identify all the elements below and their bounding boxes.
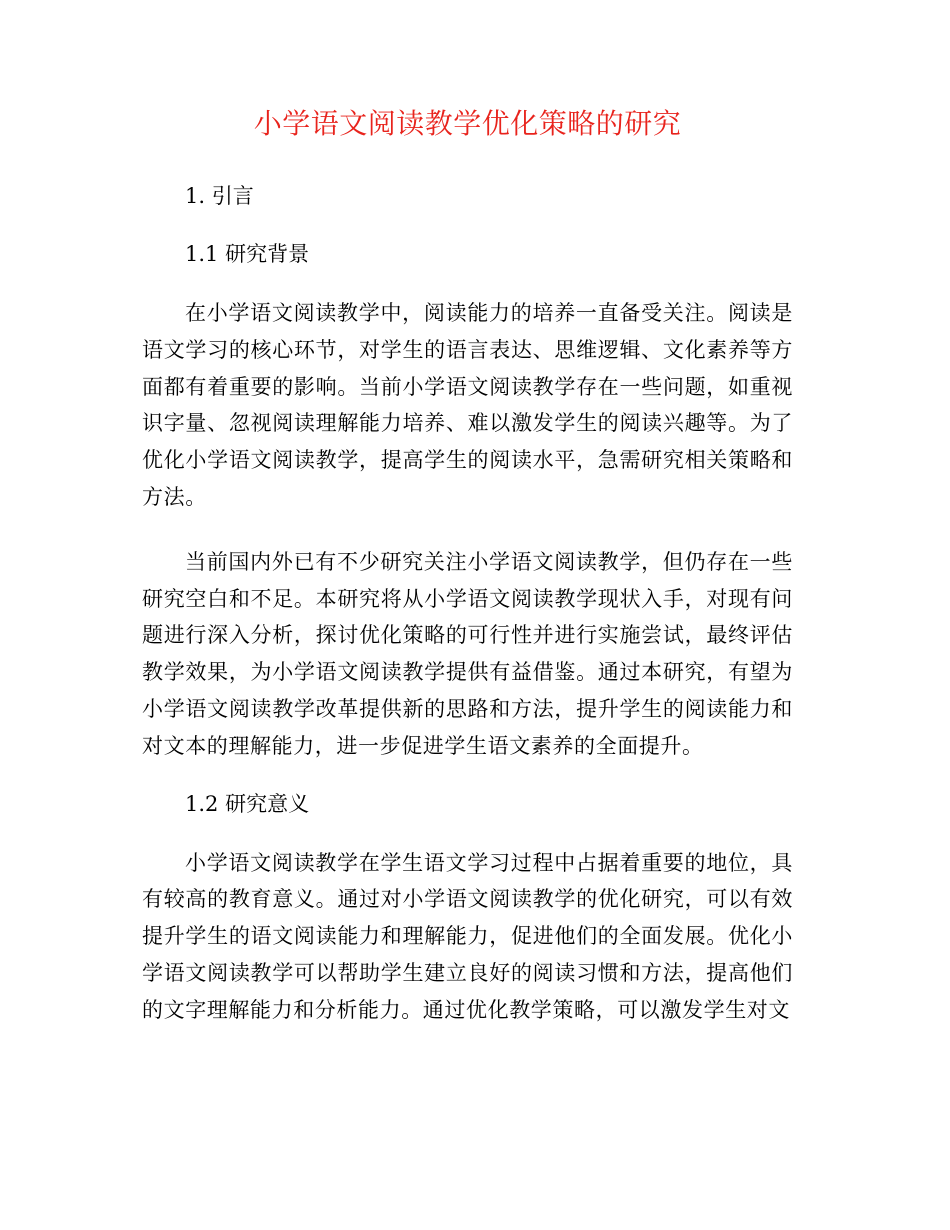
subsection-heading-significance: 1.2 研究意义 <box>185 791 310 816</box>
subsection-heading-background: 1.1 研究背景 <box>185 242 310 266</box>
document-title: 小学语文阅读教学优化策略的研究 <box>253 107 682 140</box>
background-paragraph-2: 当前国内外已有不少研究关注小学语文阅读教学，但仍存在一些研究空白和不足。本研究将从小学语文阅读教学现状入手，对现有问题进行深入分析，探讨优化策略的可行性并进行实施尝试，最终评估教学效果，为小学语文阅读教学提供有益借鉴。通过本研究，有望为小学语文阅读教学改革提供新的思路和方法，提升学生的阅读能力和对文本的理解能力，进一步促进学生语文素养的全面提升。 <box>142 549 793 758</box>
section-heading-introduction: 1. 引言 <box>185 184 254 208</box>
background-paragraph-1: 在小学语文阅读教学中，阅读能力的培养一直备受关注。阅读是语文学习的核心环节，对学生的语言表达、思维逻辑、文化素养等方面都有着重要的影响。当前小学语文阅读教学存在一些问题，如重视识字量、忽视阅读理解能力培养、难以激发学生的阅读兴趣等。为了优化小学语文阅读教学，提高学生的阅读水平，急需研究相关策略和方法。 <box>142 301 793 509</box>
significance-paragraph-1: 小学语文阅读教学在学生语文学习过程中占据着重要的地位，具有较高的教育意义。通过对小学语文阅读教学的优化研究，可以有效提升学生的语文阅读能力和理解能力，促进他们的全面发展。优化小学语文阅读教学可以帮助学生建立良好的阅读习惯和方法，提高他们的文字理解能力和分析能力。通过优化教学策略，可以激发学生对文 <box>142 850 793 1022</box>
